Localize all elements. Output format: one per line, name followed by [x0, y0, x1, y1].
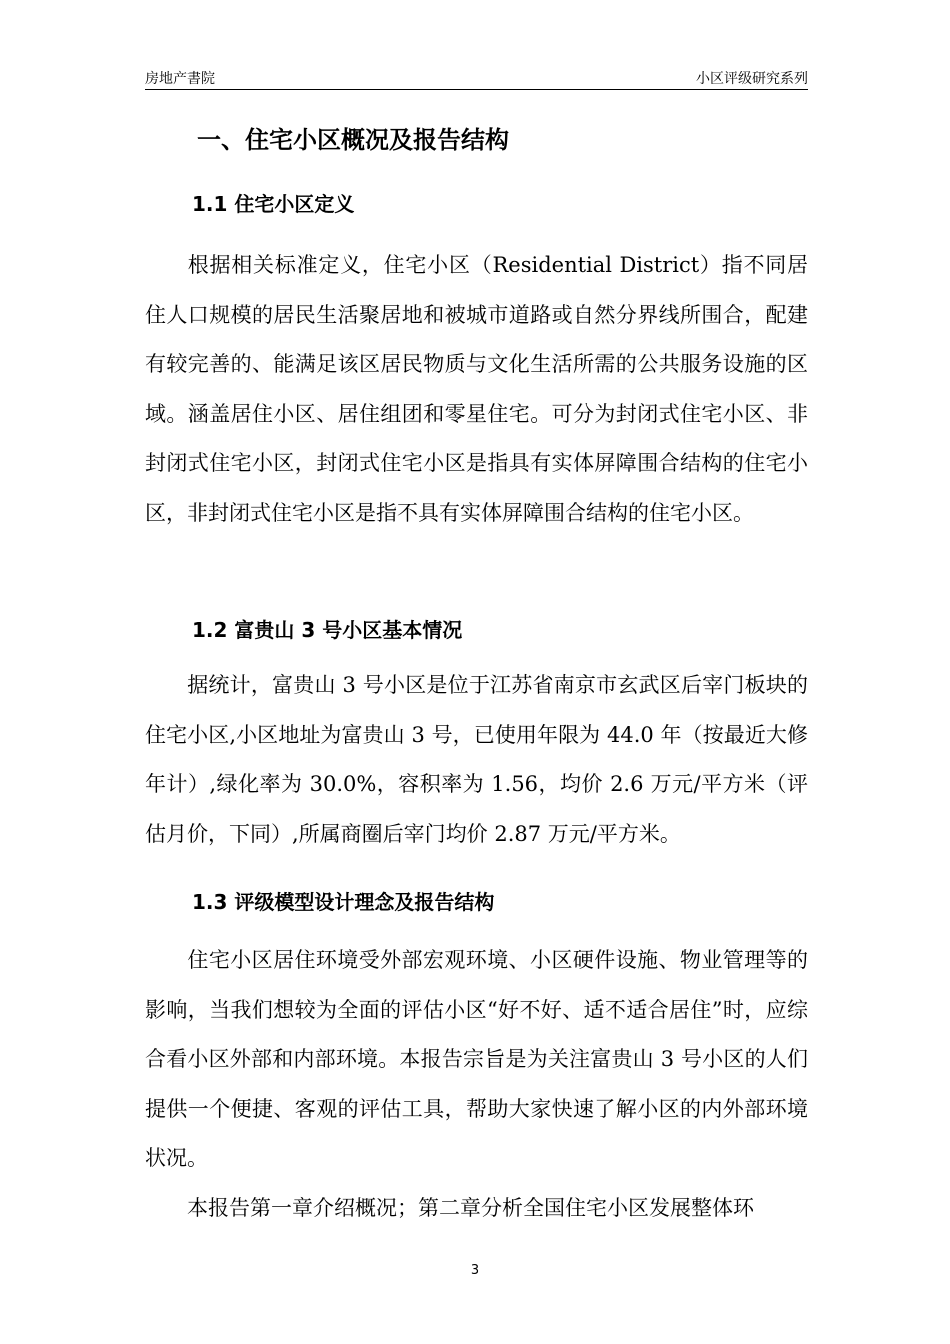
- header-publisher: 房地产書院: [145, 71, 215, 87]
- header-divider: [145, 89, 808, 90]
- section-heading-1-3: 1.3 评级模型设计理念及报告结构: [192, 890, 495, 914]
- chapter-title: 一、住宅小区概况及报告结构: [197, 126, 509, 154]
- section-1-3-paragraph-1: 住宅小区居住环境受外部宏观环境、小区硬件设施、物业管理等的影响，当我们想较为全面的评估小区“好不好、适不适合居住”时，应综合看小区外部和内部环境。本报告宗旨是为关注富贵山 3 号小区的人们提供一个便捷、客观的评估工具，帮助大家快速了解小区的内外部环境状况。: [145, 948, 808, 1170]
- section-heading-1-1: 1.1 住宅小区定义: [192, 192, 355, 216]
- section-1-3-paragraph-2: 本报告第一章介绍概况；第二章分析全国住宅小区发展整体环: [187, 1196, 754, 1220]
- page-number: 3: [470, 1263, 480, 1278]
- page-header: [145, 66, 808, 90]
- section-1-2-paragraph: 据统计，富贵山 3 号小区是位于江苏省南京市玄武区后宰门板块的住宅小区,小区地址为富贵山 3 号，已使用年限为 44.0 年（按最近大修年计）,绿化率为 30.0%，容积率为 1.56，均价 2.6 万元/平方米（评估月价，下同）,所属商圈后宰门均价 2.87 万元/平方米。: [145, 673, 808, 846]
- section-heading-1-2: 1.2 富贵山 3 号小区基本情况: [192, 618, 463, 642]
- section-1-1-paragraph: 根据相关标准定义，住宅小区（Residential District）指不同居住人口规模的居民生活聚居地和被城市道路或自然分界线所围合，配建有较完善的、能满足该区居民物质与文化生活所需的公共服务设施的区域。涵盖居住小区、居住组团和零星住宅。可分为封闭式住宅小区、非封闭式住宅小区，封闭式住宅小区是指具有实体屏障围合结构的住宅小区，非封闭式住宅小区是指不具有实体屏障围合结构的住宅小区。: [145, 253, 808, 525]
- header-series-title: 小区评级研究系列: [696, 71, 808, 87]
